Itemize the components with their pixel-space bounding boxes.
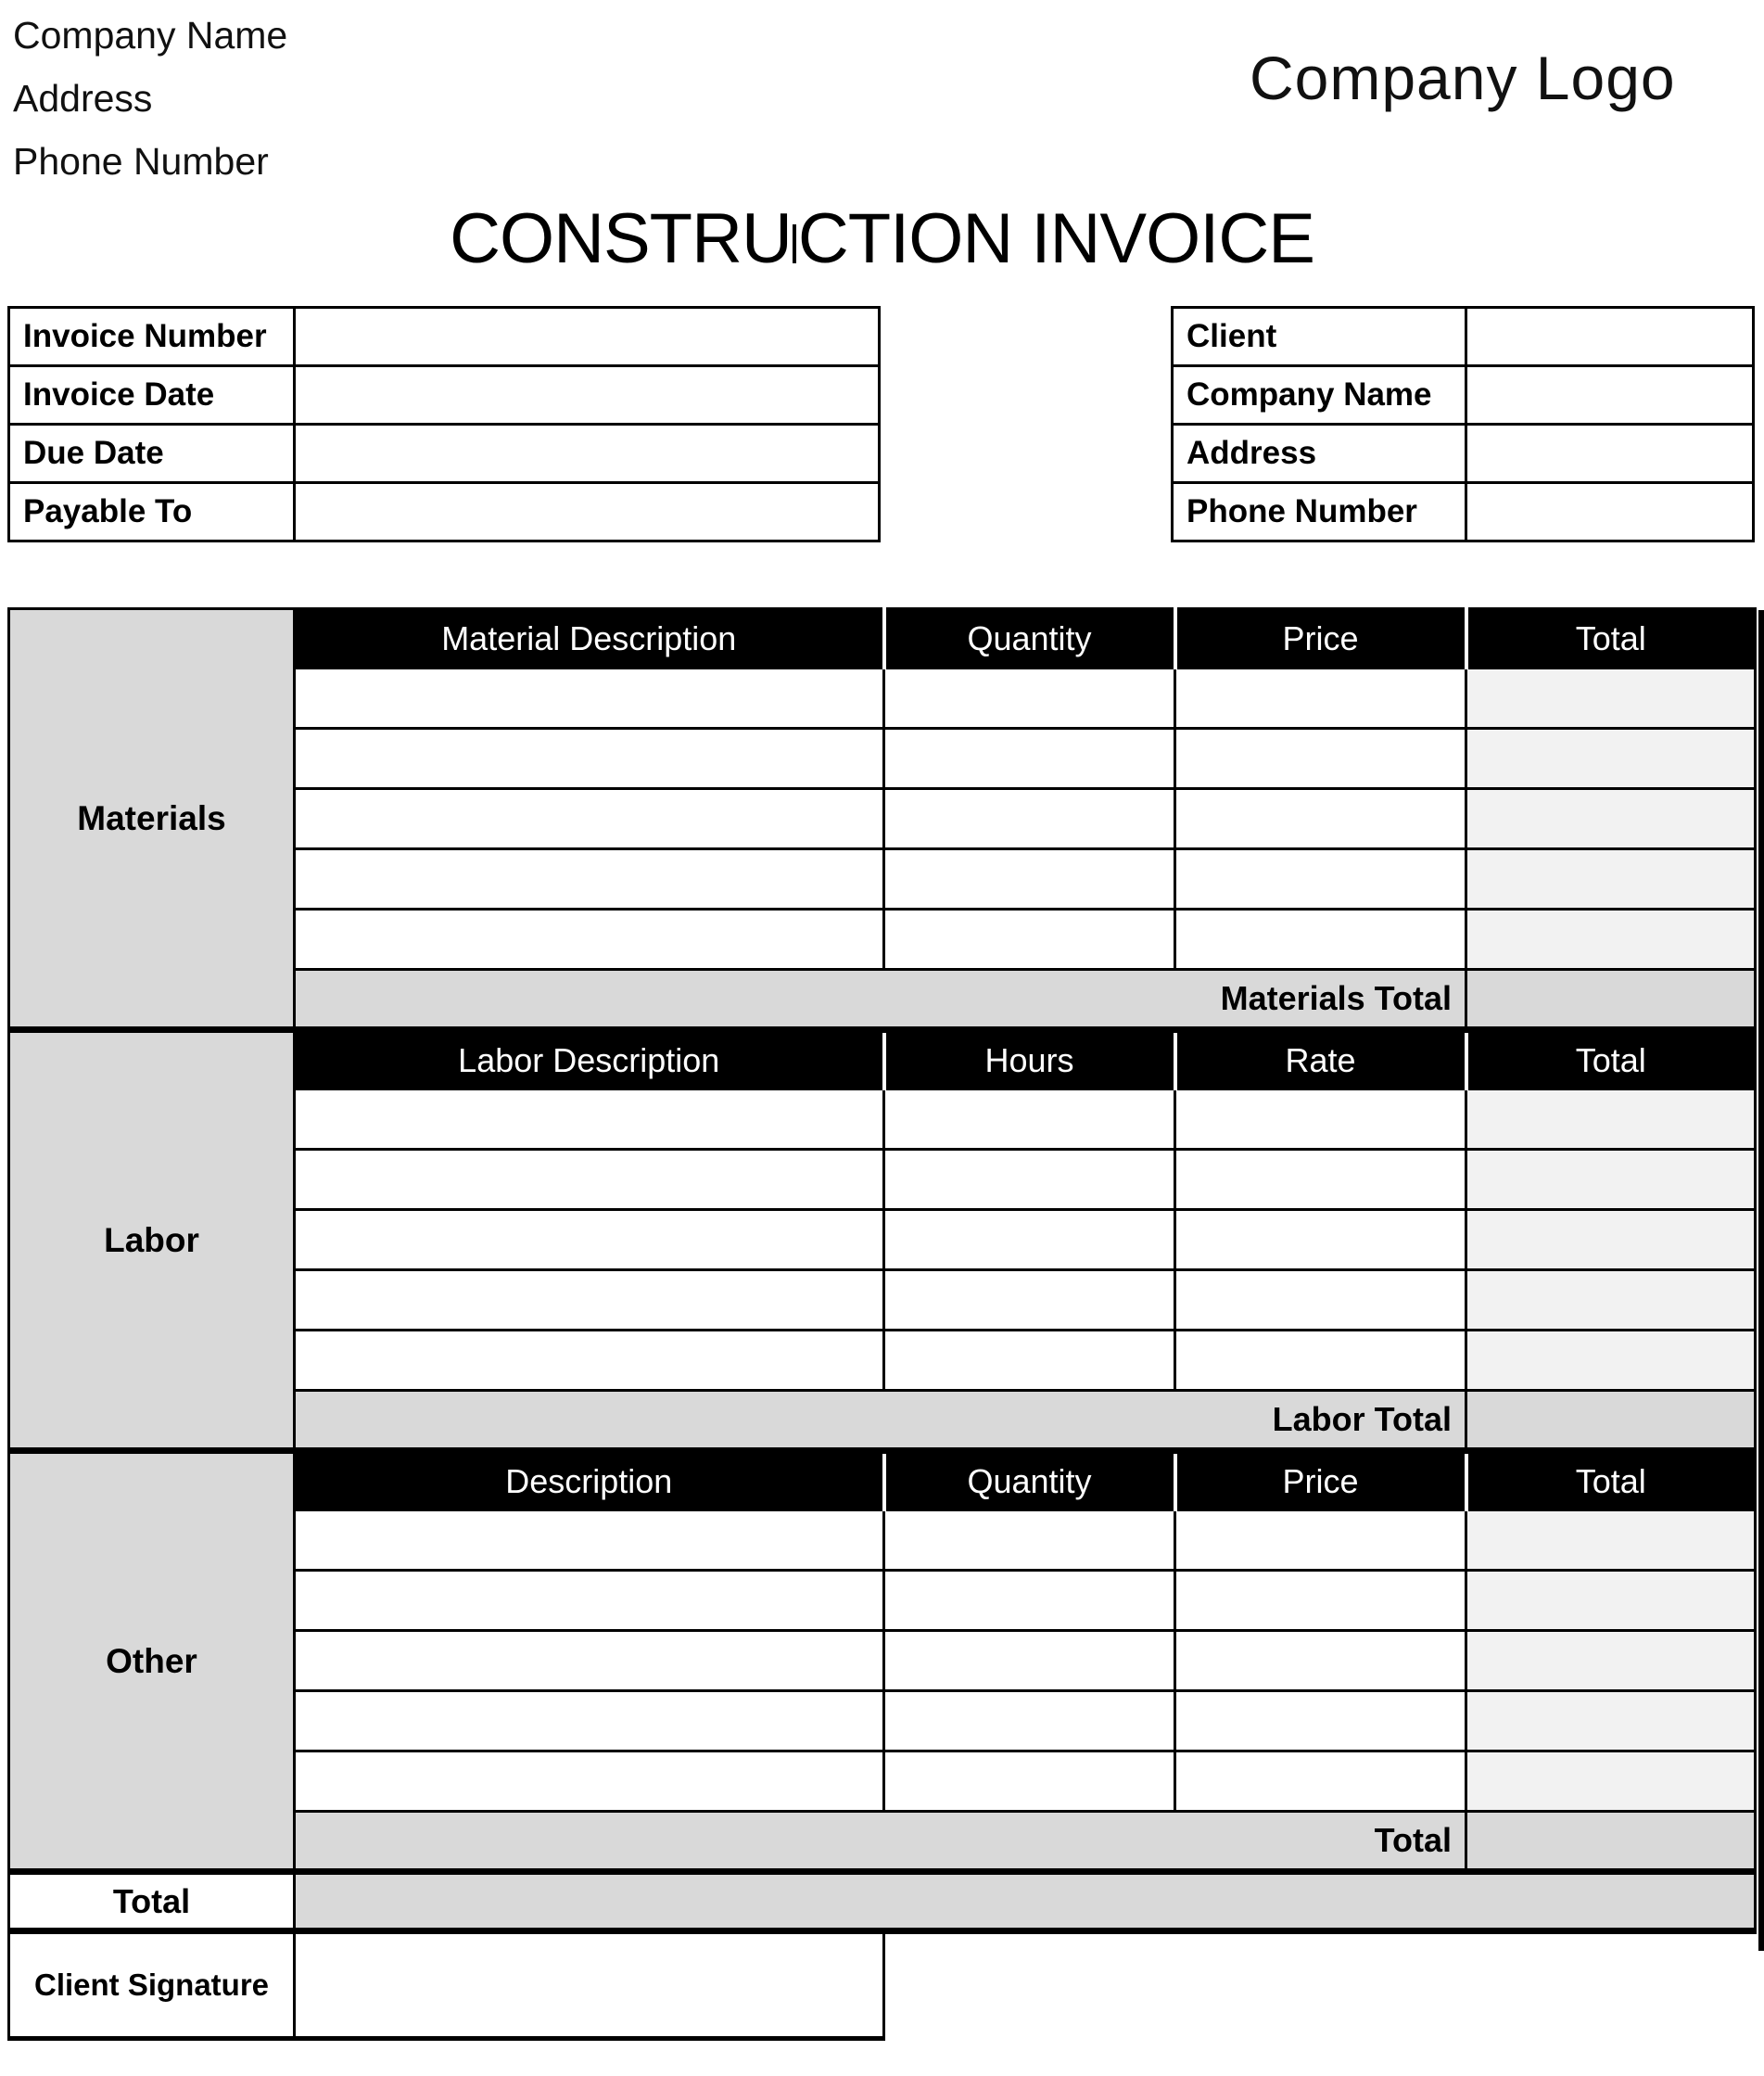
client-signature-row (9, 1931, 1756, 2039)
page-title[interactable] (0, 198, 1764, 279)
client-details-table (1171, 306, 1755, 542)
materials-quantity-cell[interactable] (884, 849, 1175, 910)
other-total-label: Total (295, 1812, 1466, 1872)
labor-rate-cell[interactable] (1175, 1089, 1466, 1150)
company-address-text[interactable]: Address (13, 77, 153, 120)
invoice-number-value[interactable] (295, 308, 880, 366)
labor-total-col-cell[interactable] (1466, 1089, 1756, 1150)
other-price-cell[interactable] (1175, 1631, 1466, 1691)
materials-total-label: Materials Total (295, 970, 1466, 1030)
invoice-number-label: Invoice Number (9, 308, 295, 366)
other-description-cell[interactable] (295, 1751, 884, 1812)
labor-rate-cell[interactable] (1175, 1210, 1466, 1270)
other-col-quantity: Quantity (884, 1451, 1175, 1510)
grand-total-label: Total (9, 1872, 295, 1931)
materials-description-cell[interactable] (295, 849, 884, 910)
client-address-value[interactable] (1466, 425, 1754, 483)
materials-col-quantity: Quantity (884, 609, 1175, 669)
cut-off-column-edge (1758, 610, 1764, 1951)
other-description-cell[interactable] (295, 1631, 884, 1691)
materials-total-col-cell[interactable] (1466, 910, 1756, 970)
materials-price-cell[interactable] (1175, 729, 1466, 789)
labor-col-rate: Rate (1175, 1030, 1466, 1089)
client-phone-value[interactable] (1466, 483, 1754, 541)
labor-total-col-cell[interactable] (1466, 1331, 1756, 1391)
client-value[interactable] (1466, 308, 1754, 366)
labor-rate-cell[interactable] (1175, 1150, 1466, 1210)
text-cursor (793, 224, 796, 263)
labor-col-description: Labor Description (295, 1030, 884, 1089)
grand-total-row (9, 1872, 1756, 1931)
labor-total-col-cell[interactable] (1466, 1270, 1756, 1331)
materials-description-cell[interactable] (295, 669, 884, 729)
invoice-date-label: Invoice Date (9, 366, 295, 425)
labor-total-label: Labor Total (295, 1391, 1466, 1451)
materials-section-label: Materials (9, 609, 295, 1030)
labor-header-row (9, 1030, 1756, 1089)
client-company-name-value[interactable] (1466, 366, 1754, 425)
materials-col-description: Material Description (295, 609, 884, 669)
materials-description-cell[interactable] (295, 729, 884, 789)
other-price-cell[interactable] (1175, 1510, 1466, 1571)
page-title-part1: CONSTRU (450, 199, 792, 278)
table-row (1173, 483, 1754, 541)
other-total-col-cell[interactable] (1466, 1571, 1756, 1631)
other-total-col-cell[interactable] (1466, 1631, 1756, 1691)
labor-col-total: Total (1466, 1030, 1756, 1089)
materials-description-cell[interactable] (295, 789, 884, 849)
materials-description-cell[interactable] (295, 910, 884, 970)
labor-rate-cell[interactable] (1175, 1270, 1466, 1331)
empty-area (884, 1931, 1756, 2039)
table-row (1173, 308, 1754, 366)
materials-price-cell[interactable] (1175, 789, 1466, 849)
table-row (9, 308, 880, 366)
table-row (1173, 366, 1754, 425)
materials-price-cell[interactable] (1175, 849, 1466, 910)
client-signature-field[interactable] (295, 1931, 884, 2039)
labor-hours-cell[interactable] (884, 1150, 1175, 1210)
company-logo-text[interactable]: Company Logo (1250, 44, 1676, 112)
line-items-table (7, 607, 1757, 2041)
table-row (9, 366, 880, 425)
materials-quantity-cell[interactable] (884, 789, 1175, 849)
summary-section (9, 1872, 1756, 2039)
other-description-cell[interactable] (295, 1691, 884, 1751)
materials-total-col-cell[interactable] (1466, 789, 1756, 849)
other-quantity-cell[interactable] (884, 1751, 1175, 1812)
other-quantity-cell[interactable] (884, 1510, 1175, 1571)
materials-total-col-cell[interactable] (1466, 729, 1756, 789)
labor-hours-cell[interactable] (884, 1270, 1175, 1331)
grand-total-value[interactable] (295, 1872, 1756, 1931)
labor-total-col-cell[interactable] (1466, 1210, 1756, 1270)
labor-description-cell[interactable] (295, 1089, 884, 1150)
materials-total-value[interactable] (1466, 970, 1756, 1030)
client-label: Client (1173, 308, 1466, 366)
materials-price-cell[interactable] (1175, 910, 1466, 970)
other-price-cell[interactable] (1175, 1751, 1466, 1812)
other-section (9, 1451, 1756, 1872)
company-header-block (13, 4, 287, 193)
materials-header-row (9, 609, 1756, 669)
materials-price-cell[interactable] (1175, 669, 1466, 729)
other-description-cell[interactable] (295, 1571, 884, 1631)
other-description-cell[interactable] (295, 1510, 884, 1571)
materials-quantity-cell[interactable] (884, 669, 1175, 729)
table-row (9, 425, 880, 483)
labor-description-cell[interactable] (295, 1210, 884, 1270)
client-address-label: Address (1173, 425, 1466, 483)
other-col-price: Price (1175, 1451, 1466, 1510)
client-phone-label: Phone Number (1173, 483, 1466, 541)
other-total-value[interactable] (1466, 1812, 1756, 1872)
other-quantity-cell[interactable] (884, 1691, 1175, 1751)
other-total-col-cell[interactable] (1466, 1510, 1756, 1571)
other-col-description: Description (295, 1451, 884, 1510)
materials-section (9, 609, 1756, 1030)
other-col-total: Total (1466, 1451, 1756, 1510)
labor-total-col-cell[interactable] (1466, 1150, 1756, 1210)
invoice-date-value[interactable] (295, 366, 880, 425)
due-date-label: Due Date (9, 425, 295, 483)
other-price-cell[interactable] (1175, 1691, 1466, 1751)
labor-hours-cell[interactable] (884, 1210, 1175, 1270)
materials-quantity-cell[interactable] (884, 729, 1175, 789)
table-row (1173, 425, 1754, 483)
materials-total-col-cell[interactable] (1466, 849, 1756, 910)
client-company-name-label: Company Name (1173, 366, 1466, 425)
labor-section (9, 1030, 1756, 1451)
table-row (9, 483, 880, 541)
materials-col-total: Total (1466, 609, 1756, 669)
other-price-cell[interactable] (1175, 1571, 1466, 1631)
labor-description-cell[interactable] (295, 1150, 884, 1210)
labor-total-value[interactable] (1466, 1391, 1756, 1451)
due-date-value[interactable] (295, 425, 880, 483)
other-total-col-cell[interactable] (1466, 1751, 1756, 1812)
payable-to-value[interactable] (295, 483, 880, 541)
labor-hours-cell[interactable] (884, 1089, 1175, 1150)
other-quantity-cell[interactable] (884, 1571, 1175, 1631)
materials-total-col-cell[interactable] (1466, 669, 1756, 729)
labor-col-hours: Hours (884, 1030, 1175, 1089)
materials-quantity-cell[interactable] (884, 910, 1175, 970)
labor-hours-cell[interactable] (884, 1331, 1175, 1391)
labor-rate-cell[interactable] (1175, 1331, 1466, 1391)
other-quantity-cell[interactable] (884, 1631, 1175, 1691)
invoice-details-table (7, 306, 881, 542)
other-total-col-cell[interactable] (1466, 1691, 1756, 1751)
client-signature-label: Client Signature (9, 1931, 295, 2039)
page-title-part2: CTION INVOICE (797, 199, 1314, 278)
labor-section-label: Labor (9, 1030, 295, 1451)
other-header-row (9, 1451, 1756, 1510)
labor-description-cell[interactable] (295, 1331, 884, 1391)
other-section-label: Other (9, 1451, 295, 1872)
materials-col-price: Price (1175, 609, 1466, 669)
labor-description-cell[interactable] (295, 1270, 884, 1331)
company-phone-text[interactable]: Phone Number (13, 140, 269, 183)
company-name-text[interactable]: Company Name (13, 14, 288, 57)
payable-to-label: Payable To (9, 483, 295, 541)
